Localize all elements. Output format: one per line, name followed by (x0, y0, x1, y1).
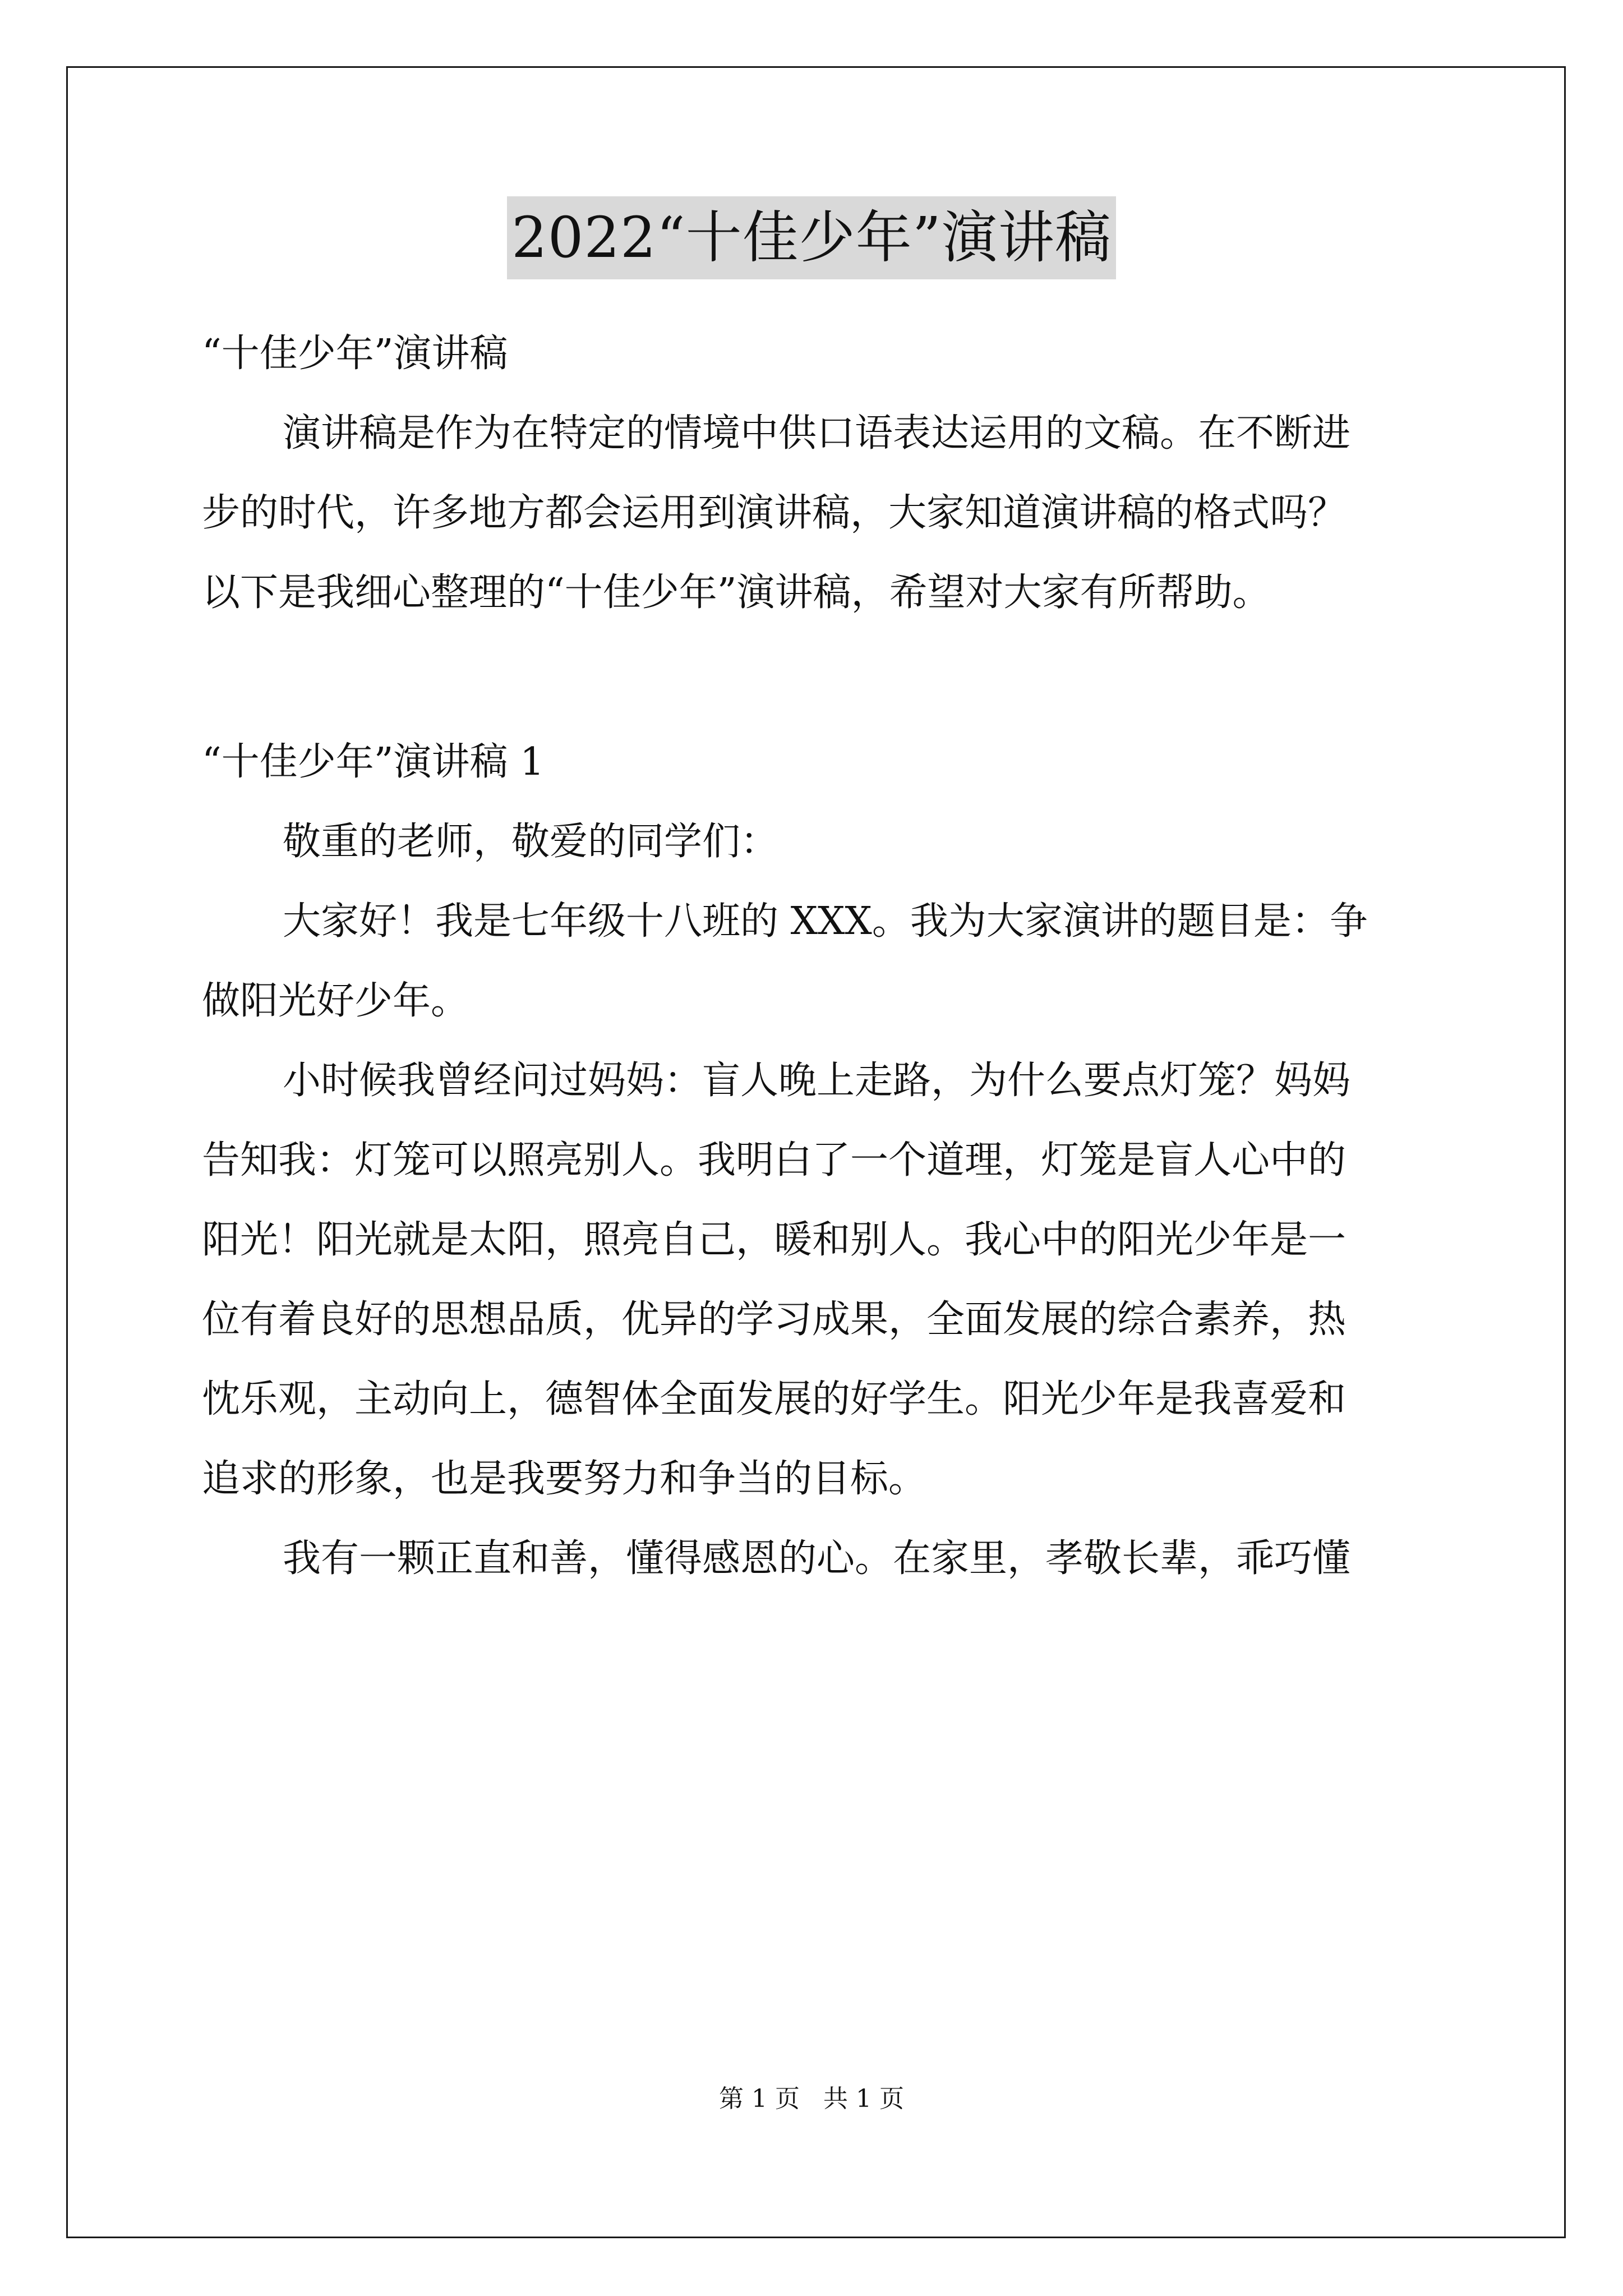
document-body (202, 314, 1436, 1599)
title-container (0, 196, 1623, 279)
section-heading: “十佳少年”演讲稿 1 (202, 740, 545, 784)
paragraph-line: 阳光！阳光就是太阳，照亮自己，暖和别人。我心中的阳光少年是一 (202, 1218, 1347, 1262)
paragraph-line: 小时候我曾经问过妈妈：盲人晚上走路，为什么要点灯笼？妈妈 (283, 1059, 1351, 1103)
intro-line: 以下是我细心整理的“十佳少年”演讲稿，希望对大家有所帮助。 (202, 570, 1271, 615)
document-title[interactable]: 2022“十佳少年”演讲稿 (507, 196, 1116, 279)
paragraph-line: 告知我：灯笼可以照亮别人。我明白了一个道理，灯笼是盲人心中的 (202, 1138, 1347, 1182)
paragraph-line: 忱乐观，主动向上，德智体全面发展的好学生。阳光少年是我喜爱和 (202, 1377, 1347, 1421)
intro-line: 演讲稿是作为在特定的情境中供口语表达运用的文稿。在不断进 (283, 411, 1351, 455)
page-footer: 第 1 页 共 1 页 (719, 2085, 904, 2113)
intro-line: 步的时代，许多地方都会运用到演讲稿，大家知道演讲稿的格式吗？ (202, 491, 1347, 535)
paragraph-line: 做阳光好少年。 (202, 979, 469, 1023)
paragraph-gap (202, 633, 1436, 723)
paragraph-line: 大家好！我是七年级十八班的 XXX。我为大家演讲的题目是：争 (283, 899, 1368, 944)
salutation: 敬重的老师，敬爱的同学们： (283, 820, 779, 864)
paragraph-line: 我有一颗正直和善，懂得感恩的心。在家里，孝敬长辈，乖巧懂 (283, 1536, 1351, 1581)
paragraph-line: 位有着良好的思想品质，优异的学习成果，全面发展的综合素养，热 (202, 1297, 1347, 1342)
paragraph-line: 追求的形象，也是我要努力和争当的目标。 (202, 1457, 927, 1501)
subtitle: “十佳少年”演讲稿 (202, 332, 508, 376)
